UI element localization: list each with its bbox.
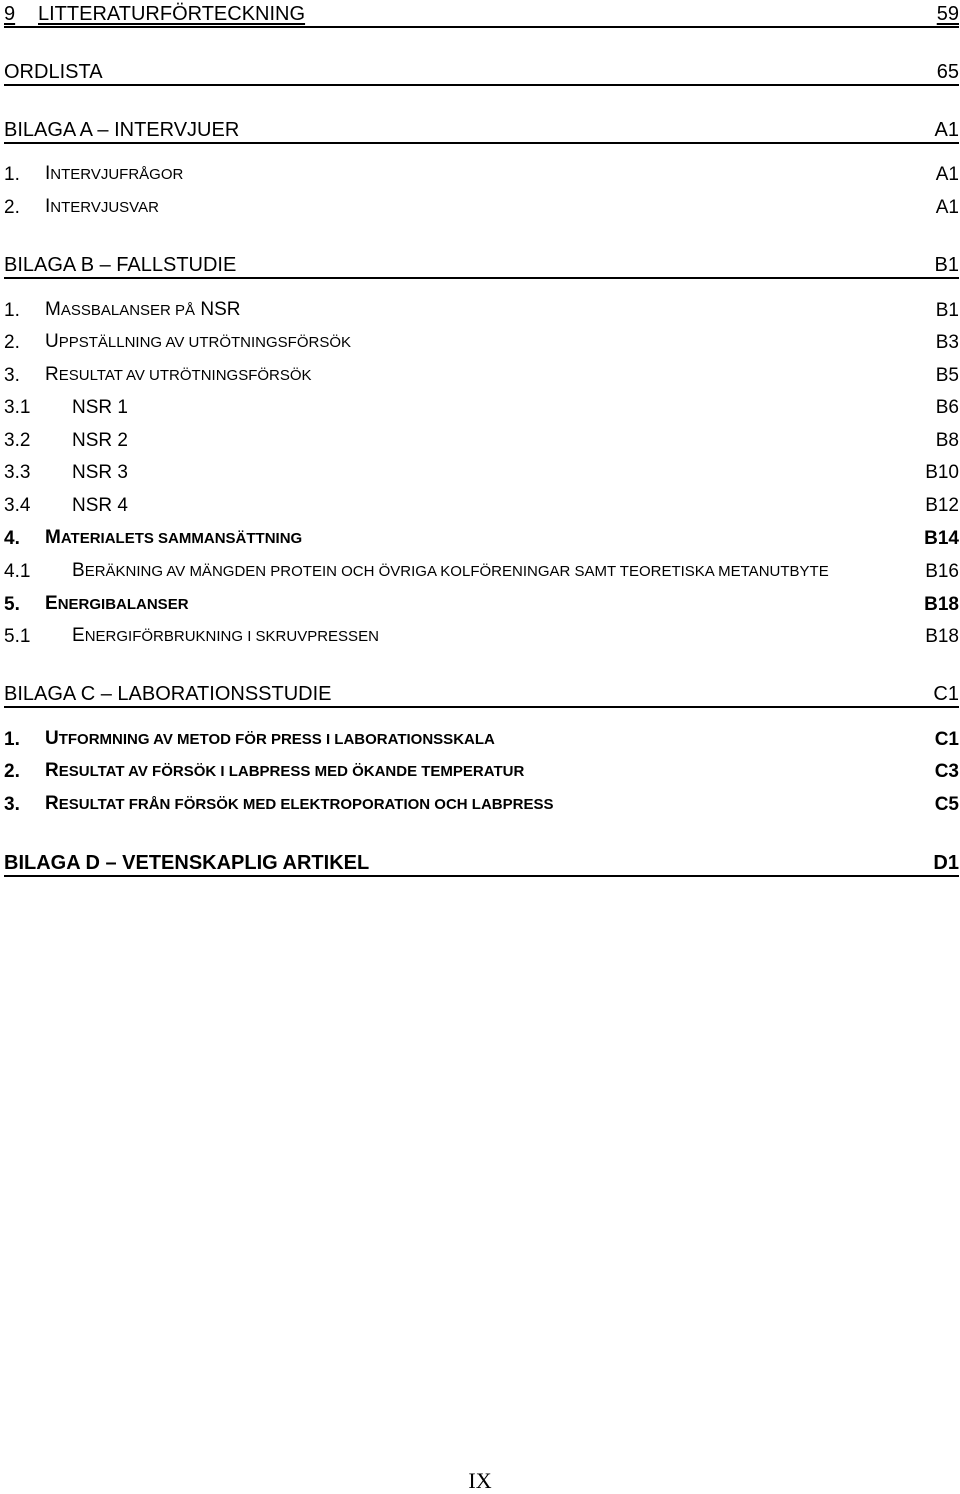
toc-entry-utformning[interactable]: [4, 728, 959, 752]
toc-number: 2.: [4, 761, 20, 782]
toc-entry-berakning[interactable]: [4, 560, 959, 584]
toc-entry-resultat-utrotning[interactable]: [4, 364, 959, 388]
toc-number: 5.: [4, 594, 20, 615]
toc-entry-resultat-labpress[interactable]: [4, 760, 959, 784]
toc-page: B1: [934, 254, 959, 276]
toc-page: B18: [924, 594, 959, 615]
toc-entry-bilaga-a[interactable]: [4, 118, 959, 144]
toc-title: INTERVJUFRÅGOR: [45, 163, 184, 184]
toc-number: 5.1: [4, 626, 31, 647]
toc-entry-ordlista[interactable]: [4, 60, 959, 86]
toc-page: B1: [935, 300, 959, 321]
toc-entry-energiforbrukning[interactable]: [4, 625, 959, 649]
toc-page: B12: [925, 495, 959, 516]
toc-entry-resultat-elektroporation[interactable]: [4, 793, 959, 817]
toc-number: 1.: [4, 300, 20, 321]
toc-title: NSR 4: [72, 495, 128, 516]
page-number: IX: [468, 1468, 492, 1493]
toc-page: A1: [934, 119, 959, 141]
toc-page: B14: [924, 528, 959, 549]
toc-title: UTFORMNING AV METOD FÖR PRESS I LABORATIONSSKALA: [45, 728, 495, 749]
toc-title: BILAGA D – VETENSKAPLIG ARTIKEL: [4, 852, 370, 874]
toc-title: UPPSTÄLLNING AV UTRÖTNINGSFÖRSÖK: [45, 331, 352, 352]
toc-title: RESULTAT FRÅN FÖRSÖK MED ELEKTROPORATION OCH LABPRESS: [45, 793, 554, 814]
toc-title: NSR 3: [72, 462, 128, 483]
toc-number: 1.: [4, 729, 20, 750]
toc-entry-bilaga-c[interactable]: [4, 682, 959, 708]
toc-title: ORDLISTA: [4, 61, 103, 83]
toc-number: 3.: [4, 365, 20, 386]
toc-entry-bilaga-b[interactable]: [4, 253, 959, 279]
toc-number: 3.3: [4, 462, 31, 483]
toc-number: 9: [4, 3, 16, 25]
toc-page: D1: [933, 852, 959, 874]
toc-title: RESULTAT AV UTRÖTNINGSFÖRSÖK: [45, 364, 312, 385]
toc-page: B16: [925, 561, 959, 582]
toc-entry-uppstallning[interactable]: [4, 331, 959, 355]
toc-title: NSR 1: [72, 397, 128, 418]
toc-title: MASSBALANSER PÅ NSR: [45, 299, 241, 320]
toc-number: 3.1: [4, 397, 31, 418]
toc-number: 3.2: [4, 430, 31, 451]
toc-page: A1: [935, 197, 959, 218]
toc-title: BILAGA B – FALLSTUDIE: [4, 254, 237, 276]
toc-title: NSR 2: [72, 430, 128, 451]
toc-number: 3.: [4, 794, 20, 815]
toc-title: BERÄKNING AV MÄNGDEN PROTEIN OCH ÖVRIGA KOLFÖRENINGAR SAMT TEORETISKA METANUTBYTE: [72, 560, 829, 581]
toc-number: 2.: [4, 197, 20, 218]
toc-title: MATERIALETS SAMMANSÄTTNING: [45, 527, 303, 548]
toc-page: A1: [935, 164, 959, 185]
toc-entry-litteraturforteckning[interactable]: [4, 2, 959, 28]
toc-page: 65: [936, 61, 959, 83]
toc-page: C1: [934, 729, 959, 750]
toc-number: 1.: [4, 164, 20, 185]
toc-page: C1: [933, 683, 959, 705]
toc-entry-nsr-1[interactable]: [4, 396, 959, 420]
toc-entry-intervjufragor[interactable]: [4, 163, 959, 187]
toc-page: B3: [935, 332, 959, 353]
toc-page: 59: [936, 3, 959, 25]
toc-page: C3: [934, 761, 959, 782]
toc-title: ENERGIBALANSER: [45, 593, 189, 614]
toc-entry-nsr-3[interactable]: [4, 461, 959, 485]
toc-title: LITTERATURFÖRTECKNING: [38, 3, 306, 25]
toc-title: RESULTAT AV FÖRSÖK I LABPRESS MED ÖKANDE TEMPERATUR: [45, 760, 525, 781]
toc-title: INTERVJUSVAR: [45, 196, 159, 217]
toc-entry-energibalanser[interactable]: [4, 593, 959, 617]
toc-entry-nsr-4[interactable]: [4, 494, 959, 518]
toc-entry-nsr-2[interactable]: [4, 429, 959, 453]
toc-entry-massbalanser[interactable]: [4, 299, 959, 323]
toc-page: B10: [925, 462, 959, 483]
toc-number: 4.: [4, 528, 20, 549]
toc-entry-intervjusvar[interactable]: [4, 196, 959, 220]
toc-title: BILAGA C – LABORATIONSSTUDIE: [4, 683, 332, 705]
toc-page: B18: [925, 626, 959, 647]
toc-title: BILAGA A – INTERVJUER: [4, 119, 240, 141]
toc-entry-materialets-sammansattning[interactable]: [4, 527, 959, 551]
toc-entry-bilaga-d[interactable]: [4, 851, 959, 877]
toc-page: C5: [934, 794, 959, 815]
toc-page: B6: [935, 397, 959, 418]
toc-number: 2.: [4, 332, 20, 353]
toc-page: B8: [935, 430, 959, 451]
toc-number: 4.1: [4, 561, 31, 582]
toc-page: B5: [935, 365, 959, 386]
toc-title: ENERGIFÖRBRUKNING I SKRUVPRESSEN: [72, 625, 379, 646]
toc-number: 3.4: [4, 495, 31, 516]
